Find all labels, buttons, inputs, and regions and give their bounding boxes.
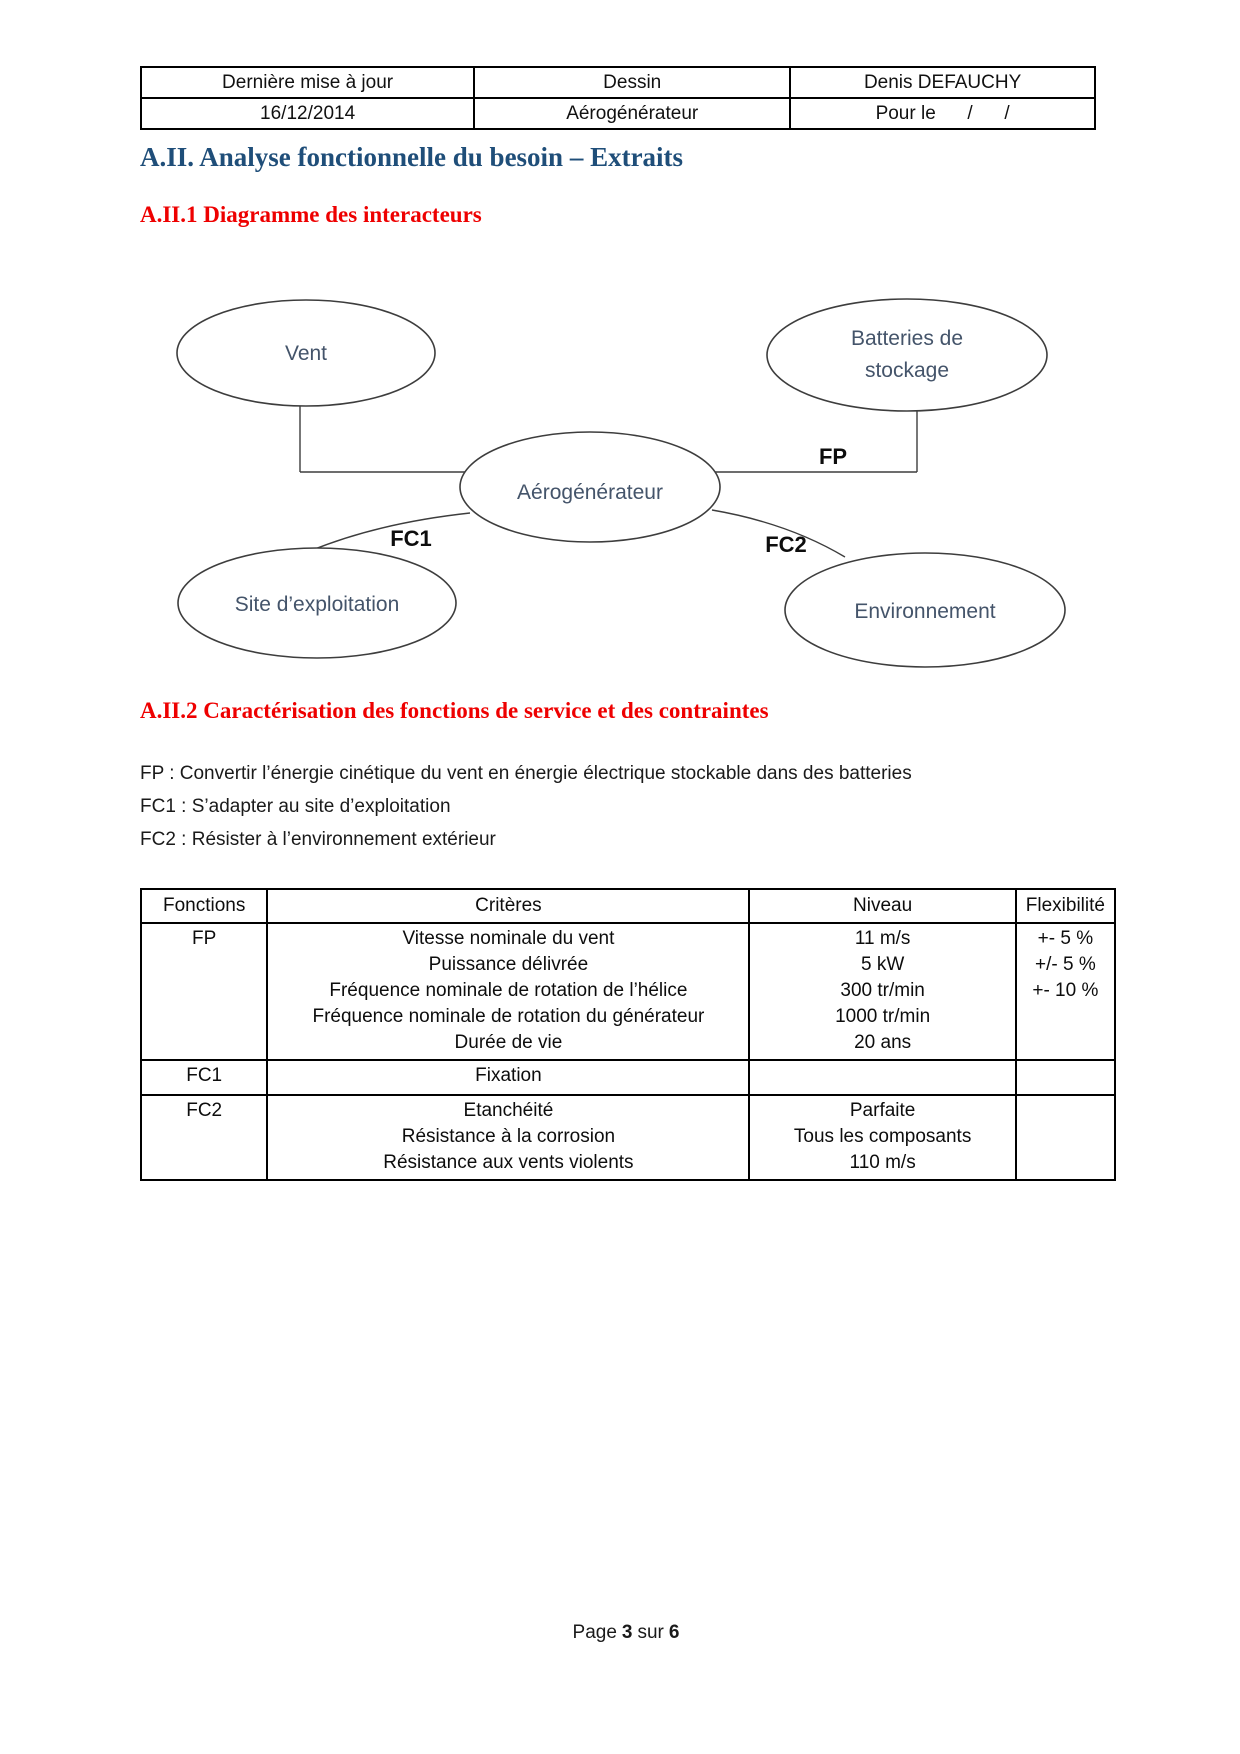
column-header-niveau: Niveau — [750, 890, 1016, 924]
fc2-code: FC2 — [186, 1100, 223, 1121]
fc2-niveau: Parfaite — [849, 1100, 916, 1121]
info-last-update-label: Dernière mise à jour — [142, 68, 475, 99]
fc1-critere: Fixation — [475, 1065, 542, 1086]
batteries-label-line2: stockage — [864, 359, 950, 382]
table-row-fc1-criteres — [268, 1061, 750, 1096]
interactor-diagram — [0, 255, 1240, 680]
fc2-niveau: 110 m/s — [849, 1152, 916, 1173]
fc2-edge-label: FC2 — [765, 532, 807, 557]
fp-flexibilite: +/- 5 % — [1035, 954, 1096, 975]
section-heading: A.II. Analyse fonctionnelle du besoin – Extraits — [140, 142, 684, 172]
fp-critere: Fréquence nominale de rotation du générateur — [312, 1006, 705, 1027]
table-row-fc1-fonction — [142, 1061, 268, 1096]
info-drawing-name: Aérogénérateur — [475, 99, 791, 128]
fc2-niveau: Tous les composants — [793, 1126, 972, 1147]
footer-separator: sur — [637, 1622, 664, 1643]
table-row-fc2-niveau — [750, 1096, 1016, 1179]
footer-total-pages: 6 — [668, 1622, 680, 1643]
fp-niveau: 11 m/s — [854, 928, 911, 949]
table-row-fc2-fonction — [142, 1096, 268, 1179]
aerogenerateur-label: Aérogénérateur — [517, 481, 663, 504]
function-descriptions — [140, 757, 912, 856]
environnement-label: Environnement — [854, 600, 996, 623]
subsection-heading-interactors: A.II.1 Diagramme des interacteurs — [140, 202, 482, 227]
fp-niveau: 1000 tr/min — [835, 1006, 931, 1027]
fc2-critere: Résistance aux vents violents — [383, 1152, 634, 1173]
footer-page-number: 3 — [621, 1622, 633, 1643]
criteria-table — [140, 888, 1116, 1181]
fp-description: FP : Convertir l’énergie cinétique du vent en énergie électrique stockable dans des batteries — [140, 763, 912, 784]
document-info-table — [140, 66, 1096, 130]
info-author: Denis DEFAUCHY — [791, 68, 1094, 99]
table-row-fp-flexibilite — [1017, 924, 1114, 1061]
site-label: Site d’exploitation — [234, 593, 400, 616]
column-header-criteres: Critères — [268, 890, 750, 924]
table-row-fc2-criteres — [268, 1096, 750, 1179]
table-row-fp-niveau — [750, 924, 1016, 1061]
table-row-fc1-flexibilite — [1017, 1061, 1114, 1096]
fc1-description: FC1 : S’adapter au site d’exploitation — [140, 796, 451, 817]
fc2-description: FC2 : Résister à l’environnement extérieur — [140, 829, 496, 850]
fp-edge-label: FP — [818, 444, 848, 469]
footer-prefix: Page — [572, 1622, 617, 1643]
table-row-fc1-niveau — [750, 1061, 1016, 1096]
page-footer — [140, 1622, 1112, 1644]
fc2-critere: Etanchéité — [463, 1100, 554, 1121]
info-drawing-label: Dessin — [475, 68, 791, 99]
fp-flexibilite: +- 10 % — [1032, 980, 1099, 1001]
info-for-date: Pour le / / — [875, 103, 1010, 124]
fp-critere: Vitesse nominale du vent — [402, 928, 615, 949]
fp-flexibilite: +- 5 % — [1037, 928, 1094, 949]
table-row-fp-criteres — [268, 924, 750, 1061]
fp-critere: Puissance délivrée — [428, 954, 589, 975]
info-update-date: 16/12/2014 — [142, 99, 475, 128]
column-header-fonctions: Fonctions — [142, 890, 268, 924]
fp-critere: Durée de vie — [454, 1032, 563, 1053]
fp-niveau: 5 kW — [860, 954, 905, 975]
table-row-fc2-flexibilite — [1017, 1096, 1114, 1179]
batteries-ellipse — [767, 299, 1047, 411]
vent-label: Vent — [284, 342, 328, 365]
fc1-edge-label: FC1 — [390, 526, 432, 551]
fc1-code: FC1 — [186, 1065, 223, 1086]
fp-code: FP — [192, 928, 217, 949]
column-header-flexibilite: Flexibilité — [1017, 890, 1114, 924]
fc2-critere: Résistance à la corrosion — [401, 1126, 616, 1147]
fp-niveau: 300 tr/min — [840, 980, 925, 1001]
subsection-heading-characterisation: A.II.2 Caractérisation des fonctions de service et des contraintes — [140, 698, 769, 723]
fp-critere: Fréquence nominale de rotation de l’hélice — [329, 980, 688, 1001]
fp-niveau: 20 ans — [854, 1032, 912, 1053]
table-row-fp-fonction — [142, 924, 268, 1061]
batteries-label-line1: Batteries de — [850, 327, 964, 350]
